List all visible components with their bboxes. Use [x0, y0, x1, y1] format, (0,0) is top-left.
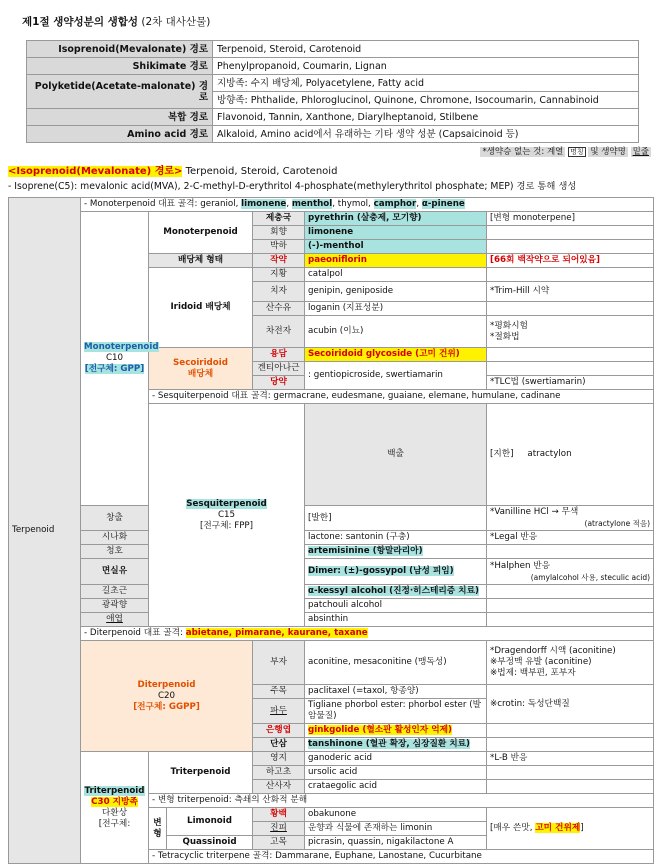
triterpenoid-sub: Triterpenoid	[149, 752, 253, 794]
page-title: 제1절 생약성분의 생합성 (2차 대사산물)	[22, 16, 211, 28]
note: *TLC법 (swertiamarin)	[487, 376, 654, 390]
terpenoid-label: Terpenoid	[9, 198, 81, 864]
diterpenoid-group: Diterpenoid C20 [전구체: GGPP]	[81, 641, 253, 752]
table-row: 방향족: Phthalide, Phloroglucinol, Quinone, Chromone, Isocoumarin, Cannabinoid	[27, 92, 639, 109]
iridoid-label: Iridoid 배당체	[149, 268, 253, 348]
compound: crataegolic acid	[305, 780, 487, 794]
compound: pyrethrin (살충제, 모기향)	[305, 212, 487, 226]
limonoid-note: [매우 쓴맛, 고미 건위제]	[487, 808, 654, 850]
herb-name: 영지	[253, 752, 305, 766]
herb-name: 부자	[253, 641, 305, 685]
triterpenoid-group: Triterpenoid C30 지방족 다환상 [전구체:	[81, 752, 149, 864]
herb-name: 치자	[253, 282, 305, 302]
compound: (-)-menthol	[305, 240, 487, 254]
note: *Vanilline HCl → 무색 (atractylone 적음)	[487, 506, 654, 531]
compound: ursolic acid	[305, 766, 487, 780]
herb-name: 산수유	[253, 302, 305, 316]
compound: patchouli alcohol	[305, 599, 487, 613]
herb-name: 차전자	[253, 316, 305, 348]
herb-name: 단삼	[253, 738, 305, 752]
modified-triterpenoid: - 변형 triterpenoid: 측쇄의 산화적 분해	[149, 794, 654, 808]
herb-name: 당약	[253, 376, 305, 390]
tetracyclic-skeleton: - Tetracyclic triterpene 골격: Dammarane, Euphane, Lanostane, Cucurbitane	[149, 850, 654, 864]
compound: α-kessyl alcohol (진정·히스테리증 치료)	[305, 585, 487, 599]
herb-name: 길초근	[81, 585, 149, 599]
herb-name: 박하	[253, 240, 305, 254]
limonoid-label: Limonoid	[167, 808, 253, 836]
compound: picrasin, quassin, nigakilactone A	[305, 836, 487, 850]
note: *Halphen 반응 (amylalcohol 사용, steculic acid)	[487, 559, 654, 585]
compound: genipin, geniposide	[305, 282, 487, 302]
compound: lactone: santonin (구충)	[305, 531, 487, 545]
compound: [지한] atractylon	[487, 404, 654, 506]
compound: acubin (이뇨)	[305, 316, 487, 348]
compound: limonene	[305, 226, 487, 240]
herb-name: 회향	[253, 226, 305, 240]
note: *Trim-Hill 시약	[487, 282, 654, 302]
note: [변형 monoterpene]	[487, 212, 654, 226]
note: [66회 백작약으로 되어있음]	[487, 254, 654, 268]
compound: 운향과 식물에 존재하는 limonin	[305, 822, 487, 836]
compound: : gentiopicroside, swertiamarin	[305, 362, 487, 390]
note: *Dragendorff 시액 (aconitine) ※부정맥 유발 (aconitine) ※법제: 백부편, 포부자	[487, 641, 654, 685]
pathway-summary-table	[26, 40, 639, 143]
quassinoid-label: Quassinoid	[167, 836, 253, 850]
herb-name: 용담	[253, 348, 305, 362]
compound: aconitine, mesaconitine (맹독성)	[305, 641, 487, 685]
compound: tanshinone (혈관 확장, 심장질환 치료)	[305, 738, 487, 752]
herb-name: 제충국	[253, 212, 305, 226]
compound: ginkgolide (혈소판 활성인자 억제)	[305, 724, 487, 738]
note: *Legal 반응	[487, 531, 654, 545]
herb-name: 겐티아나근	[253, 362, 305, 376]
herb-name: 고목	[253, 836, 305, 850]
herb-name: 황백	[253, 808, 305, 822]
compound: catalpol	[305, 268, 487, 282]
compound: Secoiridoid glycoside (고미 건위)	[305, 348, 487, 362]
compound: [발한]	[305, 506, 487, 531]
herb-name: 지황	[253, 268, 305, 282]
herb-name: 시나화	[81, 531, 149, 545]
table-row: Amino acid 경로 Alkaloid, Amino acid에서 유래하는 기타 생약 성분 (Capsaicinoid 등)	[27, 126, 639, 143]
table-row: Polyketide(Acetate-malonate) 경로 지방족: 수지 배당체, Polyacetylene, Fatty acid	[27, 75, 639, 92]
modified-label: 변형	[149, 808, 167, 850]
table-row: Shikimate 경로 Phenylpropanoid, Coumarin, Lignan	[27, 58, 639, 75]
herb-name: 백출	[305, 404, 487, 506]
herb-name: 파두	[253, 699, 305, 724]
herb-name: 산사자	[253, 780, 305, 794]
compound: obakunone	[305, 808, 487, 822]
secoiridoid-label: Secoiridoid 배당체	[149, 348, 253, 390]
sesquiterpenoid-group: Sesquiterpenoid C15 [전구체: FPP]	[149, 404, 305, 627]
table-row: Isoprenoid(Mevalonate) 경로 Terpenoid, Steroid, Carotenoid	[27, 41, 639, 58]
compound: paclitaxel (=taxol, 항종양)	[305, 685, 487, 699]
section-description: - Isoprene(C5): mevalonic acid(MVA), 2-C-methyl-D-erythritol 4-phosphate(methylerythritol phosphate; MEP) 경로 통해 생성	[8, 181, 577, 192]
glycoside-form: 배당체 형태	[149, 254, 253, 268]
di-skeleton: - Diterpenoid 대표 골격: abietane, pimarane, kaurane, taxane	[81, 627, 654, 641]
sesq-skeleton: - Sesquiterpenoid 대표 골격: germacrane, eudesmane, guaiane, elemane, humulane, cadinane	[149, 390, 654, 404]
compound: artemisinine (항말라리아)	[305, 545, 487, 559]
compound: absinthin	[305, 613, 487, 627]
section-heading: <Isoprenoid(Mevalonate) 경로> Terpenoid, Steroid, Carotenoid	[8, 166, 338, 177]
legend-note: *생약승 없는 것: 계열 명칭 및 생약명 밑줄	[482, 147, 649, 157]
compound: Tigliane phorbol ester: phorbol ester (발암물질)	[305, 699, 487, 724]
mono-skeleton: - Monoterpenoid 대표 골격: geraniol, limonene, menthol, thymol, camphor, α-pinene	[81, 198, 654, 212]
herb-name: 작약	[253, 254, 305, 268]
herb-name: 진피	[253, 822, 305, 836]
note: ※crotin: 독성단백질	[487, 685, 654, 724]
note: *평화시험 *절화법	[487, 316, 654, 348]
herb-name: 은행엽	[253, 724, 305, 738]
herb-name: 애엽	[81, 613, 149, 627]
herb-name: 청호	[81, 545, 149, 559]
compound: ganoderic acid	[305, 752, 487, 766]
herb-name: 창출	[81, 506, 149, 531]
table-row: 복합 경로 Flavonoid, Tannin, Xanthone, Diarylheptanoid, Stilbene	[27, 109, 639, 126]
herb-name: 주목	[253, 685, 305, 699]
compound: Dimer: (±)-gossypol (남성 피임)	[305, 559, 487, 585]
herb-name: 면실유	[81, 559, 149, 585]
monoterpenoid-sub: Monoterpenoid	[149, 212, 253, 254]
compound: paeoniflorin	[305, 254, 487, 268]
compound: loganin (지표성분)	[305, 302, 487, 316]
monoterpenoid-group: Monoterpenoid C10 [전구체: GPP]	[81, 212, 149, 506]
herb-name: 광곽향	[81, 599, 149, 613]
terpenoid-table	[8, 197, 654, 864]
note: *L-B 반응	[487, 752, 654, 766]
herb-name: 하고초	[253, 766, 305, 780]
